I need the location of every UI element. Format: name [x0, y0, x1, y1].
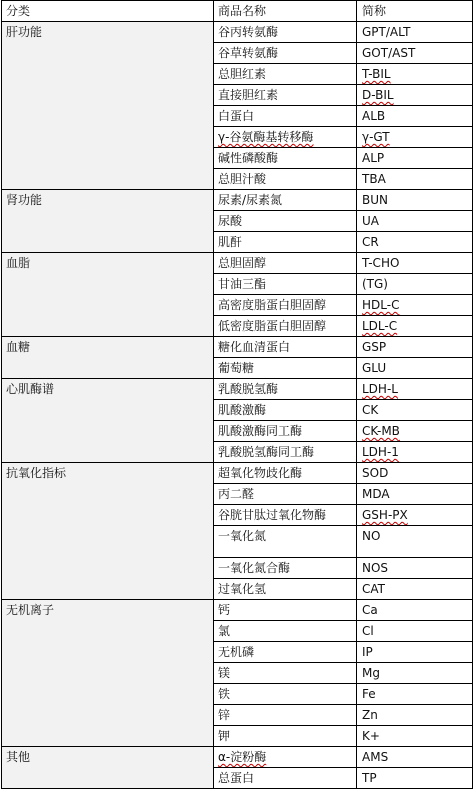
abbreviation-cell	[357, 726, 473, 747]
product-name: 谷丙转氨酶	[218, 25, 279, 39]
abbreviation: UA	[362, 214, 379, 228]
abbreviation-cell	[357, 484, 473, 505]
abbreviation: HDL-C	[362, 298, 400, 312]
abbreviation-cell	[357, 526, 473, 558]
abbreviation: Ca	[362, 603, 378, 617]
header-category: 分类	[2, 1, 214, 22]
product-name-cell	[214, 621, 357, 642]
header-row	[2, 1, 473, 22]
abbreviation: MDA	[362, 487, 390, 501]
abbreviation-cell	[357, 43, 473, 64]
abbreviation: Zn	[362, 708, 378, 722]
product-name-cell	[214, 64, 357, 85]
product-name-cell	[214, 253, 357, 274]
abbreviation: LDH-1	[362, 445, 399, 459]
abbreviation: CK-MB	[362, 424, 400, 438]
abbreviation: GSP	[362, 340, 387, 354]
abbreviation: (TG)	[362, 277, 388, 291]
abbreviation: TBA	[362, 172, 386, 186]
abbreviation: CR	[362, 235, 379, 249]
table-row	[2, 379, 473, 400]
abbreviation-cell	[357, 85, 473, 106]
abbreviation: ALP	[362, 151, 385, 165]
abbreviation-cell	[357, 600, 473, 621]
product-name-cell	[214, 337, 357, 358]
abbreviation-cell	[357, 684, 473, 705]
abbreviation-cell	[357, 358, 473, 379]
product-name: 谷胱甘肽过氧化物酶	[218, 508, 327, 522]
abbreviation-cell	[357, 379, 473, 400]
product-name-cell	[214, 211, 357, 232]
abbreviation-cell	[357, 663, 473, 684]
product-name-cell	[214, 726, 357, 747]
product-name: 过氧化氢	[218, 582, 267, 596]
product-name-cell	[214, 526, 357, 558]
product-name: 总胆固醇	[218, 256, 267, 270]
product-name-cell	[214, 768, 357, 789]
abbreviation: GSH-PX	[362, 508, 408, 522]
abbreviation: T-CHO	[362, 256, 400, 270]
product-name-cell	[214, 85, 357, 106]
abbreviation: Fe	[362, 687, 376, 701]
product-name: 一氧化氮	[218, 529, 267, 543]
product-name: 无机磷	[218, 645, 255, 659]
abbreviation-cell	[357, 705, 473, 726]
product-name: 碱性磷酸酶	[218, 151, 279, 165]
product-name-cell	[214, 600, 357, 621]
product-name: 尿酸	[218, 214, 243, 228]
abbreviation: CAT	[362, 582, 385, 596]
abbreviation-cell	[357, 621, 473, 642]
abbreviation: D-BIL	[362, 88, 394, 102]
abbreviation: NO	[362, 529, 381, 543]
product-name-cell	[214, 316, 357, 337]
product-name-cell	[214, 663, 357, 684]
category-cell: 抗氧化指标	[2, 463, 214, 600]
product-name-cell	[214, 505, 357, 526]
abbreviation: CK	[362, 403, 379, 417]
product-name-cell	[214, 169, 357, 190]
abbreviation: K+	[362, 729, 380, 743]
product-name: 丙二醛	[218, 487, 255, 501]
abbreviation-cell	[357, 421, 473, 442]
product-name: 总胆汁酸	[218, 172, 267, 186]
product-name-cell	[214, 358, 357, 379]
table-body	[2, 1, 473, 789]
abbreviation: γ-GT	[362, 130, 390, 144]
product-name-cell	[214, 274, 357, 295]
category-cell: 无机离子	[2, 600, 214, 747]
abbreviation: Cl	[362, 624, 374, 638]
category-cell: 血糖	[2, 337, 214, 379]
abbreviation-cell	[357, 64, 473, 85]
abbreviation: ALB	[362, 109, 386, 123]
product-name-cell	[214, 190, 357, 211]
category-cell: 其他	[2, 747, 214, 789]
abbreviation-cell	[357, 463, 473, 484]
abbreviation: Mg	[362, 666, 380, 680]
table-row	[2, 463, 473, 484]
product-name: γ-谷氨酶基转移酶	[218, 130, 314, 144]
product-name-cell	[214, 642, 357, 663]
product-name: α-淀粉酶	[218, 750, 267, 764]
product-name: 肌酸激酶同工酶	[218, 424, 303, 438]
product-name: 铁	[218, 687, 231, 701]
header-abbr: 简称	[357, 1, 473, 22]
abbreviation-cell	[357, 22, 473, 43]
product-name-cell	[214, 106, 357, 127]
abbreviation-cell	[357, 747, 473, 768]
abbreviation-cell	[357, 316, 473, 337]
abbreviation: AMS	[362, 750, 389, 764]
product-name-cell	[214, 295, 357, 316]
product-name-cell	[214, 442, 357, 463]
abbreviation-cell	[357, 148, 473, 169]
category-cell: 肝功能	[2, 22, 214, 190]
product-name: 糖化血清蛋白	[218, 340, 291, 354]
abbreviation-cell	[357, 190, 473, 211]
abbreviation-cell	[357, 253, 473, 274]
abbreviation-cell	[357, 505, 473, 526]
product-name: 总胆红素	[218, 67, 267, 81]
product-name: 总蛋白	[218, 771, 255, 785]
product-name: 乳酸脱氢酶	[218, 382, 279, 396]
abbreviation: GOT/AST	[362, 46, 416, 60]
product-table	[1, 0, 473, 789]
abbreviation: SOD	[362, 466, 389, 480]
product-name-cell	[214, 148, 357, 169]
abbreviation-cell	[357, 127, 473, 148]
product-name: 一氧化氮合酶	[218, 561, 291, 575]
product-name-cell	[214, 579, 357, 600]
table-row	[2, 600, 473, 621]
table-row	[2, 747, 473, 768]
category-cell: 肾功能	[2, 190, 214, 253]
product-name: 肌酸激酶	[218, 403, 267, 417]
product-name: 谷草转氨酶	[218, 46, 279, 60]
product-name: 超氧化物歧化酶	[218, 466, 303, 480]
product-name-cell	[214, 43, 357, 64]
table-row	[2, 190, 473, 211]
abbreviation: NOS	[362, 561, 389, 575]
abbreviation: IP	[362, 645, 373, 659]
product-name: 葡萄糖	[218, 361, 255, 375]
product-name: 尿素/尿素氮	[218, 193, 283, 207]
product-name-cell	[214, 484, 357, 505]
product-name: 直接胆红素	[218, 88, 279, 102]
abbreviation-cell	[357, 558, 473, 579]
product-name: 镁	[218, 666, 231, 680]
product-name-cell	[214, 421, 357, 442]
abbreviation-cell	[357, 579, 473, 600]
product-name: 肌酐	[218, 235, 243, 249]
abbreviation: GLU	[362, 361, 387, 375]
product-name: 锌	[218, 708, 231, 722]
abbreviation-cell	[357, 295, 473, 316]
product-name-cell	[214, 400, 357, 421]
product-name-cell	[214, 232, 357, 253]
abbreviation-cell	[357, 232, 473, 253]
product-name: 低密度脂蛋白胆固醇	[218, 319, 327, 333]
product-name: 乳酸脱氢酶同工酶	[218, 445, 315, 459]
abbreviation-cell	[357, 642, 473, 663]
product-name-cell	[214, 558, 357, 579]
table-row	[2, 337, 473, 358]
product-name-cell	[214, 684, 357, 705]
abbreviation-cell	[357, 169, 473, 190]
table-row	[2, 253, 473, 274]
abbreviation: LDL-C	[362, 319, 398, 333]
product-name-cell	[214, 22, 357, 43]
abbreviation: BUN	[362, 193, 388, 207]
product-name: 钾	[218, 729, 231, 743]
abbreviation-cell	[357, 211, 473, 232]
product-name: 甘油三酯	[218, 277, 267, 291]
abbreviation-cell	[357, 768, 473, 789]
product-name: 氯	[218, 624, 231, 638]
product-name: 高密度脂蛋白胆固醇	[218, 298, 327, 312]
product-name-cell	[214, 127, 357, 148]
abbreviation-cell	[357, 106, 473, 127]
category-cell: 心肌酶谱	[2, 379, 214, 463]
abbreviation: T-BIL	[362, 67, 391, 81]
abbreviation-cell	[357, 337, 473, 358]
abbreviation: LDH-L	[362, 382, 398, 396]
product-name-cell	[214, 463, 357, 484]
abbreviation-cell	[357, 442, 473, 463]
product-name: 白蛋白	[218, 109, 255, 123]
product-name-cell	[214, 379, 357, 400]
product-name-cell	[214, 747, 357, 768]
abbreviation-cell	[357, 274, 473, 295]
table-row	[2, 22, 473, 43]
abbreviation: TP	[362, 771, 377, 785]
header-name: 商品名称	[214, 1, 357, 22]
product-name: 钙	[218, 603, 231, 617]
abbreviation-cell	[357, 400, 473, 421]
category-cell: 血脂	[2, 253, 214, 337]
product-name-cell	[214, 705, 357, 726]
abbreviation: GPT/ALT	[362, 25, 411, 39]
